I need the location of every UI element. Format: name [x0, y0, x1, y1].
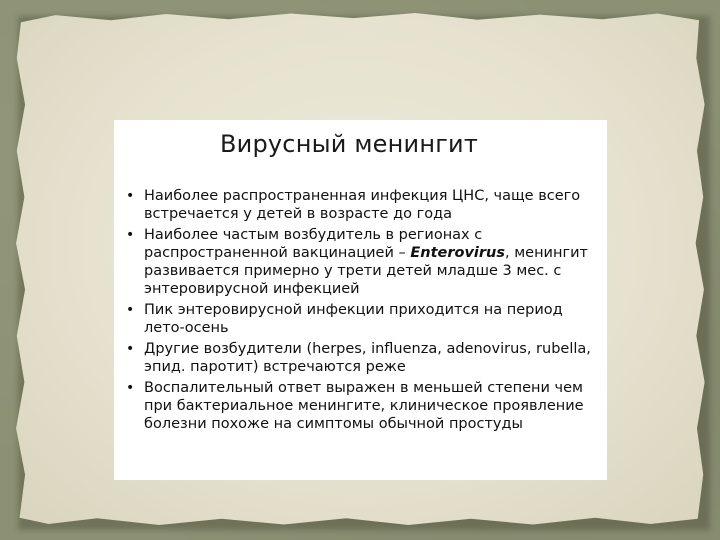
bullet-text: Воспалительный ответ выражен в меньшей степени чем при бактериальное менингите, клиническое проявление болезни похоже на симптомы обычной простуды	[144, 380, 584, 432]
bullet-text-emphasis: Enterovirus	[410, 245, 505, 261]
bullet-item	[124, 301, 600, 337]
slide-title: Вирусный менингит	[220, 130, 479, 158]
bullet-icon: •	[126, 188, 135, 204]
bullet-text: Другие возбудители (herpes, influenza, adenovirus, rubella, эпид. паротит) встречаются реже	[144, 341, 591, 375]
bullet-text-after: , менингит развивается примерно у трети детей младше 3 мес. с энтеровирусной инфекцией	[144, 245, 588, 297]
slide-content	[114, 120, 607, 480]
bullet-text	[144, 227, 588, 297]
bullet-text: Наиболее распространенная инфекция ЦНС, чаще всего встречается у детей в возрасте до года	[144, 188, 581, 222]
bullet-icon: •	[126, 227, 135, 243]
bullet-icon: •	[126, 341, 135, 357]
bullet-icon: •	[126, 380, 135, 396]
bullet-text: Пик энтеровирусной инфекции приходится на период лето-осень	[144, 302, 563, 336]
bullet-item	[124, 340, 600, 376]
bullet-list	[124, 187, 600, 436]
bullet-item	[124, 187, 600, 223]
bullet-item	[124, 379, 600, 433]
bullet-text-before: Наиболее частым возбудитель в регионах с распространенной вакцинацией –	[144, 227, 483, 261]
bullet-icon: •	[126, 302, 135, 318]
bullet-item	[124, 226, 600, 298]
